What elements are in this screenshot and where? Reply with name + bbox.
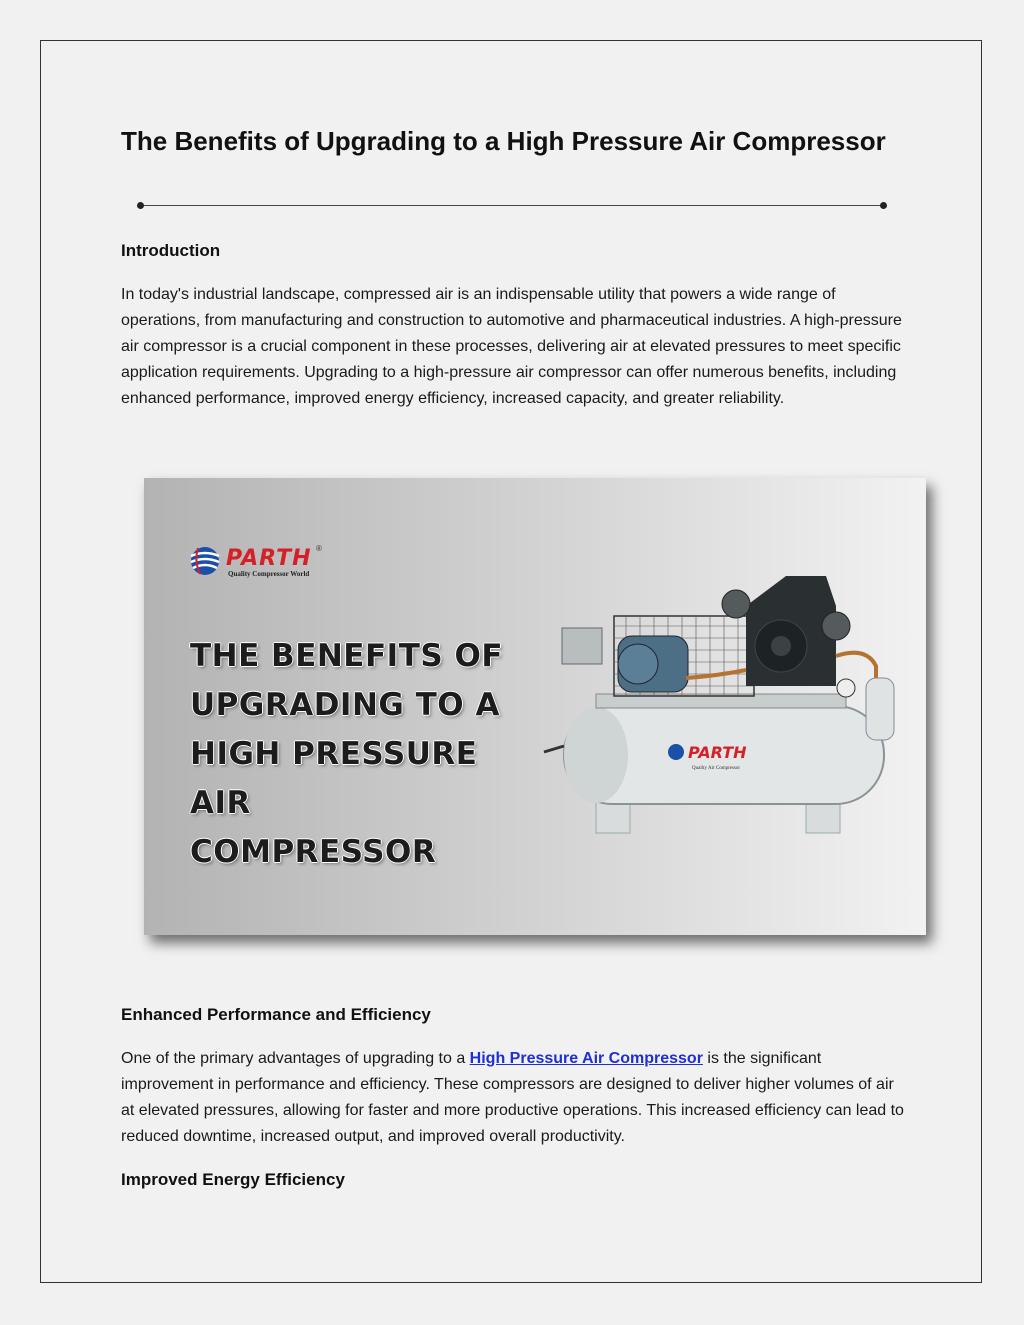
- globe-logo-icon: [188, 544, 222, 578]
- high-pressure-air-compressor-link[interactable]: High Pressure Air Compressor: [469, 1050, 703, 1067]
- divider-line: [141, 205, 883, 206]
- performance-text-after: is the significant improvement in performance and efficiency. These compressors are designed to deliver higher volumes of air at elevated pressures, allowing for faster and more productive operations. This increased efficiency can lead to reduced downtime, increased output, and improved overall productivity.: [121, 1050, 904, 1145]
- banner-heading-line: HIGH PRESSURE: [190, 736, 478, 772]
- page-title: The Benefits of Upgrading to a High Pressure Air Compressor: [121, 126, 886, 156]
- logo-tagline: Quality Compressor World: [228, 570, 310, 578]
- tank-logo-tagline: Quality Air Compressor: [692, 766, 741, 771]
- intro-paragraph: In today's industrial landscape, compressed air is an indispensable utility that powers a wide range of operations, from manufacturing and construction to automotive and pharmaceutical industries. A high-pressure air compressor is a crucial component in these processes, delivering air at elevated pressures to meet specific application requirements. Upgrading to a high-pressure air compressor can offer numerous benefits, including enhanced performance, improved energy efficiency, increased capacity, and greater reliability.: [121, 286, 902, 407]
- banner-heading-line: THE BENEFITS OF: [190, 638, 503, 674]
- energy-heading: Improved Energy Efficiency: [121, 1170, 345, 1189]
- banner-heading-line: COMPRESSOR: [190, 834, 437, 870]
- performance-heading: Enhanced Performance and Efficiency: [121, 1005, 431, 1024]
- divider-dot-left: [137, 202, 144, 209]
- title-divider: [137, 201, 887, 211]
- parth-logo: [188, 544, 348, 580]
- air-compressor-illustration: [536, 566, 916, 836]
- banner-heading-line: AIR: [190, 785, 251, 821]
- banner-heading: [190, 632, 530, 877]
- document-page: [40, 40, 982, 1283]
- banner-heading-line: UPGRADING TO A: [190, 687, 500, 723]
- registered-mark: ®: [316, 544, 322, 553]
- logo-wordmark: PARTH: [226, 546, 312, 571]
- performance-paragraph: [121, 1046, 911, 1150]
- divider-dot-right: [880, 202, 887, 209]
- performance-text-before: One of the primary advantages of upgrading to a: [121, 1050, 470, 1067]
- tank-logo-text: PARTH: [688, 743, 747, 762]
- article-banner-image: [144, 478, 926, 935]
- intro-heading: Introduction: [121, 241, 221, 260]
